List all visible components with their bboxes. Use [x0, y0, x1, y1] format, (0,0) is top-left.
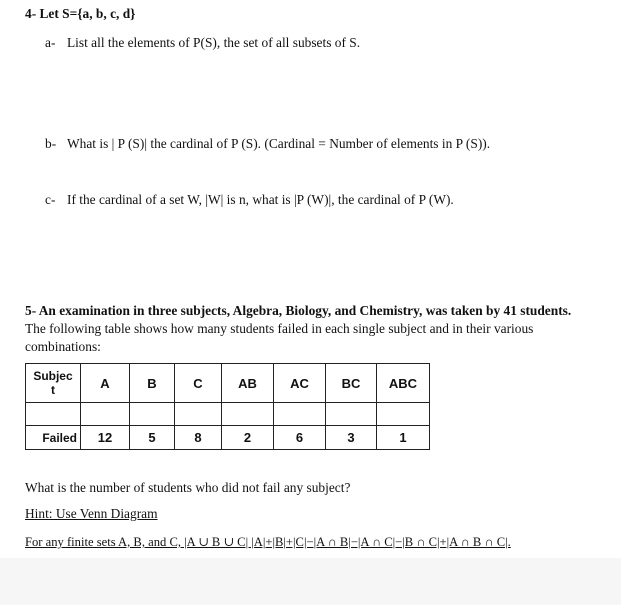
table-header-cell: A [81, 364, 130, 403]
table-header-cell: ABC [377, 364, 430, 403]
q4b-text: What is | P (S)| the cardinal of P (S). (Cardinal = Number of elements in P (S)). [67, 136, 491, 151]
q5-question: What is the number of students who did not fail any subject? [25, 480, 351, 495]
table-cell [326, 403, 377, 426]
table-header-cell: BC [326, 364, 377, 403]
table-cell: 3 [326, 426, 377, 450]
q5-intro-bold: 5- An examination in three subjects, Algebra, Biology, and Chemistry, was taken by 41 students. [25, 303, 572, 318]
subject-line-2: t [51, 383, 55, 397]
q5-hint: Hint: Use Venn Diagram [25, 506, 158, 521]
q4a-row [45, 35, 360, 51]
failure-table [25, 363, 430, 450]
q5-intro [25, 302, 593, 356]
table-header-cell: C [175, 364, 222, 403]
table-cell [377, 403, 430, 426]
table-cell: 5 [130, 426, 175, 450]
table-cell [274, 403, 326, 426]
bottom-band [0, 558, 621, 605]
table-cell: 12 [81, 426, 130, 450]
table-row-failed [26, 426, 430, 450]
subject-line-1: Subjec [33, 369, 73, 383]
table-cell: 2 [222, 426, 274, 450]
q4b-row [45, 136, 490, 152]
table-cell [130, 403, 175, 426]
q4a-label: a- [45, 35, 56, 50]
table-header-cell: AC [274, 364, 326, 403]
table-cell [81, 403, 130, 426]
q4c-text: If the cardinal of a set W, |W| is n, what is |P (W)|, the cardinal of P (W). [67, 192, 454, 207]
q4-title: 4- Let S={a, b, c, d} [25, 6, 136, 21]
table-header-cell: AB [222, 364, 274, 403]
table-header-row [26, 364, 430, 403]
table-header-cell: B [130, 364, 175, 403]
q4a-text: List all the elements of P(S), the set of all subsets of S. [67, 35, 361, 50]
table-cell: 1 [377, 426, 430, 450]
table-row-label: Failed [26, 426, 81, 450]
table-cell [222, 403, 274, 426]
table-cell [175, 403, 222, 426]
q5-formula: For any finite sets A, B, and C, |A ∪ B ∪ C| |A|+|B|+|C|−|A ∩ B|−|A ∩ C|−|B ∩ C|+|A ∩ B ∩ C|. [25, 535, 511, 549]
q4c-row [45, 192, 454, 208]
table-header-subject [26, 364, 81, 403]
table-cell: 6 [274, 426, 326, 450]
table-cell [26, 403, 81, 426]
table-cell: 8 [175, 426, 222, 450]
q4c-label: c- [45, 192, 56, 207]
q4b-label: b- [45, 136, 57, 151]
table-empty-row [26, 403, 430, 426]
q5-intro-rest: The following table shows how many students failed in each single subject and in their various combinations: [25, 321, 534, 354]
